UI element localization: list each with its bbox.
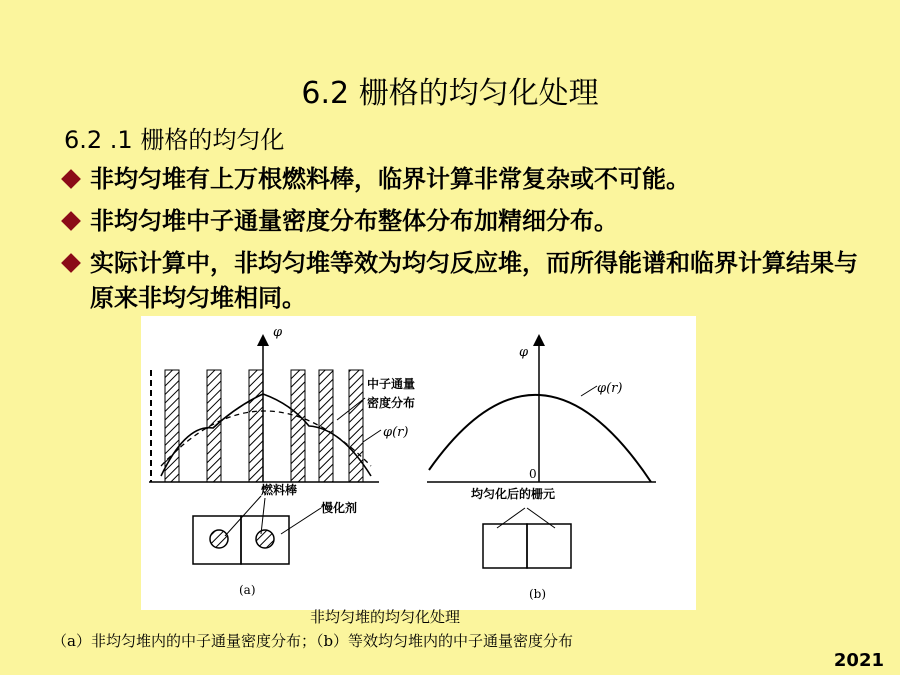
footer-year: 2021 bbox=[833, 650, 884, 671]
diamond-bullet-icon bbox=[61, 169, 81, 189]
bullet-text: 实际计算中，非均匀堆等效为均匀反应堆，而所得能谱和临界计算结果与原来非均匀堆相同。 bbox=[90, 249, 858, 312]
slide-title: 6.2 栅格的均匀化处理 bbox=[301, 76, 599, 111]
bullet-item bbox=[62, 204, 862, 239]
leader-line bbox=[497, 508, 525, 528]
bullet-item bbox=[62, 162, 862, 197]
flux-average-curve bbox=[161, 411, 371, 466]
bullet-item bbox=[62, 246, 862, 316]
diamond-bullet-icon bbox=[61, 211, 81, 231]
fuel-pin-cross-section bbox=[256, 530, 274, 548]
phi-axis-label: φ bbox=[519, 345, 529, 360]
bullet-text: 非均匀堆中子通量密度分布整体分布加精细分布。 bbox=[90, 207, 618, 235]
homogenized-cell bbox=[527, 524, 571, 568]
diamond-bullet-icon bbox=[61, 253, 81, 273]
fuel-rod bbox=[349, 370, 363, 482]
figure-caption-text: （a）非均匀堆内的中子通量密度分布；（b）等效均匀堆内的中子通量密度分布 bbox=[52, 632, 574, 650]
fuel-rod bbox=[249, 370, 263, 482]
panel-a bbox=[149, 325, 415, 597]
leader-line bbox=[363, 430, 381, 442]
homogeneous-flux-curve bbox=[429, 395, 651, 482]
leader-line bbox=[527, 508, 555, 528]
leader-line bbox=[281, 508, 321, 534]
fuel-pin-cross-section bbox=[210, 530, 228, 548]
homogenized-cell bbox=[483, 524, 527, 568]
phi-axis-label: φ bbox=[273, 325, 283, 340]
bullet-text: 非均匀堆有上万根燃料棒，临界计算非常复杂或不可能。 bbox=[90, 165, 690, 193]
homogenized-cell-label: 均匀化后的栅元 bbox=[471, 487, 556, 501]
panel-b bbox=[427, 340, 656, 601]
bullet-list bbox=[62, 162, 862, 323]
flux-label-line1: 中子通量 bbox=[367, 377, 416, 391]
panel-b-tag: (b) bbox=[529, 587, 547, 601]
fuel-rod bbox=[319, 370, 333, 482]
origin-label: 0 bbox=[529, 467, 537, 481]
figure-caption-title: 非均匀堆的均匀化处理 bbox=[309, 608, 460, 626]
panel-a-tag: (a) bbox=[239, 583, 256, 597]
fuel-rod bbox=[291, 370, 305, 482]
phi-r-label: φ(r) bbox=[383, 425, 409, 440]
flux-fine-curve bbox=[161, 394, 371, 476]
fuel-rod bbox=[207, 370, 221, 482]
fuel-rod-label: 燃料棒 bbox=[261, 483, 298, 497]
moderator-label: 慢化剂 bbox=[321, 501, 358, 515]
flux-label-line2: 密度分布 bbox=[367, 396, 416, 410]
homogenization-figure bbox=[141, 316, 696, 610]
leader-line bbox=[581, 386, 597, 396]
section-subtitle: 6.2 .1 栅格的均匀化 bbox=[64, 126, 285, 154]
phi-r-label: φ(r) bbox=[597, 381, 623, 396]
